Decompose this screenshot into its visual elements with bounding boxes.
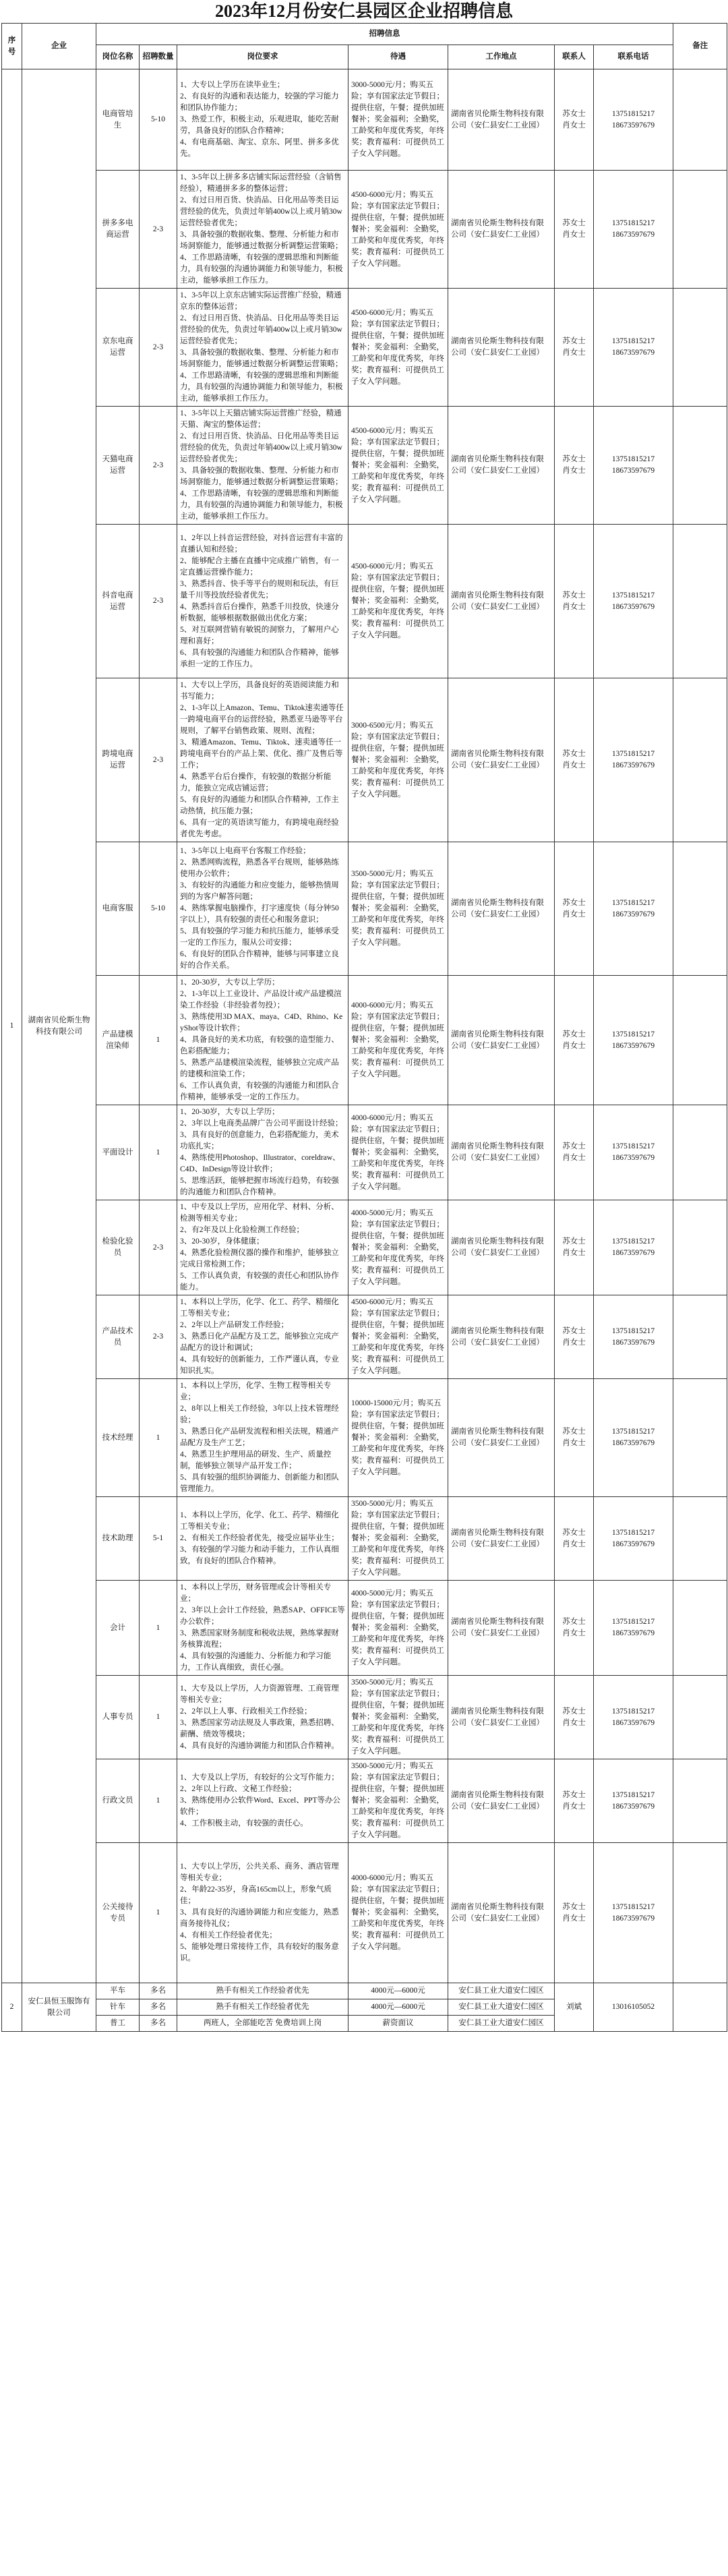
header-recruit: 招聘信息 <box>96 24 673 45</box>
table-row <box>2 1759 727 1843</box>
job-remarks <box>673 525 727 678</box>
job-phone: 13751815217 18673597679 <box>594 1759 673 1843</box>
table-row <box>2 1200 727 1295</box>
job-remarks <box>673 1581 727 1676</box>
job-requirements: 1、20-30岁，大专以上学历； 2、3年以上电商类品牌广告公司平面设计经验； 3、具有良好的创意能力，色彩搭配能力，美术功底扎实； 4、熟练使用Photoshop、Illustrator、coreldraw、C4D、InDesign等设计软件； 5、思维活跃，能够把握市场流行趋势，有较强的沟通能力和团队合作精神。 <box>177 1105 348 1200</box>
table-row <box>2 842 727 976</box>
job-count: 1 <box>140 976 177 1105</box>
job-phone: 13751815217 18673597679 <box>594 69 673 171</box>
header-requirements: 岗位要求 <box>177 45 348 69</box>
header-position: 岗位名称 <box>96 45 140 69</box>
job-pay: 4500-6000元/月；购买五险；享有国家法定节假日；提供住宿，午餐；提供加班餐补；奖金福利：全勤奖，工龄奖和年度优秀奖，年终奖；教育福利：可提供员工子女入学问题。 <box>348 1295 448 1379</box>
table-row <box>2 525 727 678</box>
job-remarks <box>673 1843 727 1983</box>
company-contact: 刘斌 <box>555 1983 594 2032</box>
job-position: 平面设计 <box>96 1105 140 1200</box>
job-location: 湖南省贝伦斯生物科技有限公司（安仁县安仁工业园） <box>448 1843 555 1983</box>
job-count: 2-3 <box>140 289 177 407</box>
job-requirements: 1、本科以上学历，化学、生物工程等相关专业； 2、8年以上相关工作经验，3年以上技术管理经验； 3、熟悉日化产品研发流程和相关法规，精通产品配方及生产工艺； 4、熟悉卫生护理用品的研发、生产、质量控制，能够独立领导产品开发工作； 5、具有较强的组织协调能力、创新能力和团队管理能力。 <box>177 1379 348 1497</box>
job-requirements: 1、大专以上学历在读毕业生； 2、有良好的沟通和表达能力，较强的学习能力和团队协作能力； 3、热爱工作，积极主动，乐观进取，能吃苦耐劳，具备良好的团队合作精神； 4、有电商基础、淘宝、京东、阿里、拼多多优先。 <box>177 69 348 171</box>
job-location: 湖南省贝伦斯生物科技有限公司（安仁县安仁工业园） <box>448 69 555 171</box>
job-position: 拼多多电商运营 <box>96 171 140 289</box>
job-position: 产品建模渲染师 <box>96 976 140 1105</box>
job-pay: 3000-6500元/月；购买五险；享有国家法定节假日；提供住宿，午餐；提供加班餐补；奖金福利：全勤奖，工龄奖和年度优秀奖，年终奖；教育福利：可提供员工子女入学问题。 <box>348 678 448 842</box>
job-count: 2-3 <box>140 171 177 289</box>
job-requirements: 1、本科以上学历，化学、化工、药学、精细化工等相关专业； 2、有相关工作经验者优先，接受应届毕业生； 3、有较强的学习能力和动手能力，工作认真细致，有良好的团队合作精神。 <box>177 1497 348 1581</box>
job-pay: 薪资面议 <box>348 2016 448 2032</box>
job-phone: 13751815217 18673597679 <box>594 678 673 842</box>
job-location: 湖南省贝伦斯生物科技有限公司（安仁县安仁工业园） <box>448 842 555 976</box>
job-count: 5-1 <box>140 1497 177 1581</box>
job-count: 1 <box>140 1379 177 1497</box>
table-body <box>2 69 727 2032</box>
job-position: 公关接待专员 <box>96 1843 140 1983</box>
job-requirements: 1、本科以上学历，财务管理或会计等相关专业； 2、3年以上会计工作经验，熟悉SAP、OFFICE等办公软件； 3、熟悉国家财务制度和税收法规，熟练掌握财务核算流程； 4、具有较强的沟通能力、分析能力和学习能力，工作认真细致，责任心强。 <box>177 1581 348 1676</box>
job-pay: 4500-6000元/月；购买五险；享有国家法定节假日；提供住宿，午餐；提供加班餐补；奖金福利：全勤奖，工龄奖和年度优秀奖，年终奖；教育福利：可提供员工子女入学问题。 <box>348 289 448 407</box>
job-pay: 3500-5000元/月；购买五险；享有国家法定节假日；提供住宿，午餐；提供加班餐补；奖金福利：全勤奖，工龄奖和年度优秀奖，年终奖；教育福利：可提供员工子女入学问题。 <box>348 842 448 976</box>
job-pay: 4000-6000元/月；购买五险；享有国家法定节假日；提供住宿，午餐；提供加班餐补；奖金福利：全勤奖，工龄奖和年度优秀奖，年终奖；教育福利：可提供员工子女入学问题。 <box>348 1105 448 1200</box>
job-phone: 13751815217 18673597679 <box>594 289 673 407</box>
job-requirements: 1、3-5年以上拼多多店铺实际运营经验（含销售经验），精通拼多多的整体运营； 2、有过日用百货、快消品、日化用品等类目运营经验的优先，负责过年销400w以上或月销30w运营经验者优先； 3、具备较强的数据收集、整理、分析能力和市场洞察能力，能够通过数据分析调整运营策略； 4、工作思路清晰，有较强的逻辑思维和判断能力，具有较强的沟通协调能力和领导能力，积极主动，能够承担工作压力。 <box>177 171 348 289</box>
job-pay: 4000-5000元/月；购买五险；享有国家法定节假日；提供住宿，午餐；提供加班餐补；奖金福利：全勤奖，工龄奖和年度优秀奖，年终奖；教育福利：可提供员工子女入学问题。 <box>348 1581 448 1676</box>
job-count: 1 <box>140 1759 177 1843</box>
job-position: 针车 <box>96 1999 140 2016</box>
job-requirements: 1、大专及以上学历，有较好的公文写作能力； 2、2年以上行政、文秘工作经验； 3、熟练使用办公软件Word、Excel、PPT等办公软件； 4、工作积极主动，有较强的责任心。 <box>177 1759 348 1843</box>
job-contact: 苏女士 肖女士 <box>555 1295 594 1379</box>
job-contact: 苏女士 肖女士 <box>555 289 594 407</box>
job-count: 5-10 <box>140 69 177 171</box>
job-contact: 苏女士 肖女士 <box>555 1843 594 1983</box>
job-remarks <box>673 1676 727 1759</box>
table-row <box>2 289 727 407</box>
job-count: 2-3 <box>140 1200 177 1295</box>
job-position: 跨境电商运营 <box>96 678 140 842</box>
job-pay: 4000-6000元/月；购买五险；享有国家法定节假日；提供住宿，午餐；提供加班餐补；奖金福利：全勤奖，工龄奖和年度优秀奖，年终奖；教育福利：可提供员工子女入学问题。 <box>348 1843 448 1983</box>
job-phone: 13751815217 18673597679 <box>594 976 673 1105</box>
job-remarks <box>673 171 727 289</box>
job-count: 多名 <box>140 1983 177 1999</box>
table-row <box>2 1843 727 1983</box>
table-row <box>2 171 727 289</box>
table-row <box>2 1581 727 1676</box>
job-requirements: 1、3-5年以上电商平台客服工作经验； 2、熟悉网购流程，熟悉各平台规则，能够熟练使用办公软件； 3、有较好的沟通能力和应变能力，能够热情周到的为客户解答问题； 4、熟练掌握电脑操作，打字速度快（每分钟50字以上），具有较强的责任心和服务意识； 5、具有较强的学习能力和抗压能力，能够承受一定的工作压力，服从公司安排； 6、有良好的团队合作精神，能够与同事建立良好的合作关系。 <box>177 842 348 976</box>
job-remarks <box>673 1497 727 1581</box>
job-phone: 13751815217 18673597679 <box>594 1497 673 1581</box>
job-phone: 13751815217 18673597679 <box>594 407 673 525</box>
header-contact: 联系人 <box>555 45 594 69</box>
job-count: 2-3 <box>140 1295 177 1379</box>
job-contact: 苏女士 肖女士 <box>555 1497 594 1581</box>
job-remarks <box>673 1200 727 1295</box>
job-phone: 13751815217 18673597679 <box>594 842 673 976</box>
job-phone: 13751815217 18673597679 <box>594 1379 673 1497</box>
job-location: 湖南省贝伦斯生物科技有限公司（安仁县安仁工业园） <box>448 1676 555 1759</box>
job-count: 2-3 <box>140 407 177 525</box>
job-location: 湖南省贝伦斯生物科技有限公司（安仁县安仁工业园） <box>448 171 555 289</box>
job-pay: 4000元—6000元 <box>348 1999 448 2016</box>
table-row <box>2 1295 727 1379</box>
job-remarks <box>673 407 727 525</box>
job-requirements: 两班人，全部能吃苦 免费培训上岗 <box>177 2016 348 2032</box>
job-contact: 苏女士 肖女士 <box>555 976 594 1105</box>
header-location: 工作地点 <box>448 45 555 69</box>
job-requirements: 1、3-5年以上京东店铺实际运营推广经验，精通京东的整体运营； 2、有过日用百货、快消品、日化用品等类目运营经验的优先，负责过年销400w以上或月销30w运营经验者优先； 3、具备较强的数据收集、整理、分析能力和市场洞察能力，能够通过数据分析调整运营策略； 4、工作思路清晰，有较强的逻辑思维和判断能力，具有较强的沟通协调能力和领导能力，积极主动，能够承担工作压力。 <box>177 289 348 407</box>
table-row <box>2 1379 727 1497</box>
job-phone: 13751815217 18673597679 <box>594 1105 673 1200</box>
job-remarks <box>673 1759 727 1843</box>
table-row <box>2 407 727 525</box>
table-row <box>2 1983 727 1999</box>
header-count: 招聘数量 <box>140 45 177 69</box>
job-count: 2-3 <box>140 678 177 842</box>
job-requirements: 1、大专及以上学历，人力资源管理、工商管理等相关专业； 2、2年以上人事、行政相关工作经验； 3、熟悉国家劳动法规及人事政策，熟悉招聘、薪酬、绩效等模块； 4、具有良好的沟通协调能力和团队合作精神。 <box>177 1676 348 1759</box>
job-phone: 13751815217 18673597679 <box>594 171 673 289</box>
job-position: 人事专员 <box>96 1676 140 1759</box>
job-remarks <box>673 678 727 842</box>
job-pay: 3500-5000元/月；购买五险；享有国家法定节假日；提供住宿，午餐；提供加班餐补；奖金福利：全勤奖，工龄奖和年度优秀奖，年终奖；教育福利：可提供员工子女入学问题。 <box>348 1497 448 1581</box>
job-requirements: 1、中专及以上学历，应用化学、材料、分析、检测等相关专业； 2、有2年及以上化验检测工作经验； 3、20-30岁，身体健康； 4、熟悉化验检测仪器的操作和维护，能够独立完成日常检测工作； 5、工作认真负责，有较强的责任心和团队协作能力。 <box>177 1200 348 1295</box>
job-position: 天猫电商运营 <box>96 407 140 525</box>
job-requirements: 1、本科以上学历，化学、化工、药学、精细化工等相关专业； 2、2年以上产品研发工作经验； 3、熟悉日化产品配方及工艺，能够独立完成产品配方的设计和调试； 4、具有较好的创新能力，工作严谨认真，专业知识扎实。 <box>177 1295 348 1379</box>
job-location: 湖南省贝伦斯生物科技有限公司（安仁县安仁工业园） <box>448 678 555 842</box>
job-count: 1 <box>140 1581 177 1676</box>
job-position: 检验化验员 <box>96 1200 140 1295</box>
job-pay: 3500-5000元/月；购买五险；享有国家法定节假日；提供住宿，午餐；提供加班餐补；奖金福利：全勤奖，工龄奖和年度优秀奖，年终奖；教育福利：可提供员工子女入学问题。 <box>348 1759 448 1843</box>
job-location: 湖南省贝伦斯生物科技有限公司（安仁县安仁工业园） <box>448 1200 555 1295</box>
recruitment-table <box>1 23 727 2032</box>
job-count: 多名 <box>140 1999 177 2016</box>
job-contact: 苏女士 肖女士 <box>555 1581 594 1676</box>
job-location: 湖南省贝伦斯生物科技有限公司（安仁县安仁工业园） <box>448 289 555 407</box>
job-contact: 苏女士 肖女士 <box>555 1105 594 1200</box>
job-location: 湖南省贝伦斯生物科技有限公司（安仁县安仁工业园） <box>448 407 555 525</box>
job-pay: 4000-5000元/月；购买五险；享有国家法定节假日；提供住宿，午餐；提供加班餐补；奖金福利：全勤奖，工龄奖和年度优秀奖，年终奖；教育福利：可提供员工子女入学问题。 <box>348 1200 448 1295</box>
job-remarks <box>673 842 727 976</box>
header-pay: 待遇 <box>348 45 448 69</box>
job-location: 湖南省贝伦斯生物科技有限公司（安仁县安仁工业园） <box>448 976 555 1105</box>
job-contact: 苏女士 肖女士 <box>555 678 594 842</box>
job-position: 会计 <box>96 1581 140 1676</box>
job-count: 1 <box>140 1105 177 1200</box>
job-pay: 10000-15000元/月；购买五险；享有国家法定节假日；提供住宿，午餐；提供加班餐补；奖金福利：全勤奖，工龄奖和年度优秀奖，年终奖；教育福利：可提供员工子女入学问题。 <box>348 1379 448 1497</box>
job-location: 湖南省贝伦斯生物科技有限公司（安仁县安仁工业园） <box>448 1105 555 1200</box>
job-contact: 苏女士 肖女士 <box>555 407 594 525</box>
company-no: 2 <box>2 1983 22 2032</box>
job-position: 产品技术员 <box>96 1295 140 1379</box>
job-contact: 苏女士 肖女士 <box>555 525 594 678</box>
table-row <box>2 69 727 171</box>
job-phone: 13751815217 18673597679 <box>594 1843 673 1983</box>
company-no: 1 <box>2 69 22 1983</box>
job-location: 湖南省贝伦斯生物科技有限公司（安仁县安仁工业园） <box>448 1295 555 1379</box>
job-contact: 苏女士 肖女士 <box>555 842 594 976</box>
job-pay: 4500-6000元/月；购买五险；享有国家法定节假日；提供住宿，午餐；提供加班餐补；奖金福利：全勤奖，工龄奖和年度优秀奖，年终奖；教育福利：可提供员工子女入学问题。 <box>348 407 448 525</box>
job-count: 多名 <box>140 2016 177 2032</box>
job-position: 电商管培生 <box>96 69 140 171</box>
page-title: 2023年12月份安仁县园区企业招聘信息 <box>214 1 513 21</box>
company-remarks <box>673 1983 727 2032</box>
job-location: 湖南省贝伦斯生物科技有限公司（安仁县安仁工业园） <box>448 1497 555 1581</box>
job-contact: 苏女士 肖女士 <box>555 1379 594 1497</box>
job-requirements: 1、大专以上学历，公共关系、商务、酒店管理等相关专业； 2、年龄22-35岁，身高165cm以上，形象气质佳； 3、具有良好的沟通协调能力和应变能力，熟悉商务接待礼仪； 4、有相关工作经验者优先； 5、能够处理日常接待工作，具有较好的服务意识。 <box>177 1843 348 1983</box>
job-position: 京东电商运营 <box>96 289 140 407</box>
job-pay: 3500-5000元/月；购买五险；享有国家法定节假日；提供住宿，午餐；提供加班餐补；奖金福利：全勤奖，工龄奖和年度优秀奖，年终奖；教育福利：可提供员工子女入学问题。 <box>348 1676 448 1759</box>
job-count: 1 <box>140 1843 177 1983</box>
header-remarks: 备注 <box>673 24 727 69</box>
job-phone: 13751815217 18673597679 <box>594 1295 673 1379</box>
company-name: 湖南省贝伦斯生物科技有限公司 <box>22 69 96 1983</box>
job-position: 平车 <box>96 1983 140 1999</box>
job-phone: 13751815217 18673597679 <box>594 1200 673 1295</box>
company-phone: 13016105052 <box>594 1983 673 2032</box>
job-position: 抖音电商运营 <box>96 525 140 678</box>
job-location: 湖南省贝伦斯生物科技有限公司（安仁县安仁工业园） <box>448 1379 555 1497</box>
job-remarks <box>673 976 727 1105</box>
job-remarks <box>673 1295 727 1379</box>
job-contact: 苏女士 肖女士 <box>555 1200 594 1295</box>
job-remarks <box>673 69 727 171</box>
header-company: 企业 <box>22 24 96 69</box>
job-requirements: 1、2年以上抖音运营经验，对抖音运营有丰富的直播认知和经验； 2、能够配合主播在直播中完成推广销售，有一定直播运营操作能力； 3、熟悉抖音、快手等平台的规则和玩法，有巨量千川等投放经验者优先； 4、熟悉抖音后台操作，熟悉千川投放，快速分析数据，能够根据数据做出优化方案； 5、对互联网营销有敏锐的洞察力，了解用户心理和喜好； 6、具有较强的沟通能力和团队合作精神，能够承担一定的工作压力。 <box>177 525 348 678</box>
job-contact: 苏女士 肖女士 <box>555 171 594 289</box>
job-pay: 3000-5000元/月；购买五险；享有国家法定节假日；提供住宿，午餐；提供加班餐补；奖金福利；全勤奖，工龄奖和年度优秀奖，年终奖；教育福利：可提供员工子女入学问题。 <box>348 69 448 171</box>
job-requirements: 1、20-30岁，大专以上学历； 2、1-3年以上工业设计、产品设计或产品建模渲染工作经验（非经验者勿投）； 3、熟练使用3D MAX、maya、C4D、Rhino、KeyShot等设计软件； 4、具备良好的美术功底，有较强的造型能力、色彩搭配能力； 5、熟悉产品建模渲染流程，能够独立完成产品的建模和渲染工作； 6、工作认真负责，有较强的沟通能力和团队合作精神，能够承受一定的工作压力。 <box>177 976 348 1105</box>
job-remarks <box>673 1105 727 1200</box>
table-row <box>2 678 727 842</box>
header-no: 序号 <box>2 24 22 69</box>
job-requirements: 熟手有相关工作经验者优先 <box>177 1983 348 1999</box>
job-position: 技术经理 <box>96 1379 140 1497</box>
job-phone: 13751815217 18673597679 <box>594 1581 673 1676</box>
job-requirements: 1、3-5年以上天猫店铺实际运营推广经验，精通天猫、淘宝的整体运营； 2、有过日用百货、快消品、日化用品等类目运营经验的优先，负责过年销400w以上或月销30w运营经验者优先； 3、具备较强的数据收集、整理、分析能力和市场洞察能力，能够通过数据分析调整运营策略； 4、工作思路清晰，有较强的逻辑思维和判断能力，具有较强的沟通协调能力和领导能力，积极主动，能够承担工作压力。 <box>177 407 348 525</box>
job-location: 湖南省贝伦斯生物科技有限公司（安仁县安仁工业园） <box>448 1581 555 1676</box>
table-row <box>2 1105 727 1200</box>
job-count: 2-3 <box>140 525 177 678</box>
job-phone: 13751815217 18673597679 <box>594 525 673 678</box>
job-pay: 4500-6000元/月；购买五险；享有国家法定节假日；提供住宿，午餐；提供加班餐补；奖金福利：全勤奖，工龄奖和年度优秀奖，年终奖；教育福利：可提供员工子女入学问题。 <box>348 525 448 678</box>
job-position: 普工 <box>96 2016 140 2032</box>
job-position: 技术助理 <box>96 1497 140 1581</box>
job-pay: 4000元—6000元 <box>348 1983 448 1999</box>
job-remarks <box>673 1379 727 1497</box>
job-contact: 苏女士 肖女士 <box>555 69 594 171</box>
job-requirements: 熟手有相关工作经验者优先 <box>177 1999 348 2016</box>
job-contact: 苏女士 肖女士 <box>555 1759 594 1843</box>
table-row <box>2 1497 727 1581</box>
table-row <box>2 1676 727 1759</box>
job-phone: 13751815217 18673597679 <box>594 1676 673 1759</box>
job-count: 5-10 <box>140 842 177 976</box>
job-location: 安仁县工业大道安仁园区 <box>448 2016 555 2032</box>
job-contact: 苏女士 肖女士 <box>555 1676 594 1759</box>
header-phone: 联系电话 <box>594 45 673 69</box>
job-pay: 4500-6000元/月；购买五险；享有国家法定节假日；提供住宿，午餐；提供加班餐补；奖金福利：全勤奖，工龄奖和年度优秀奖，年终奖；教育福利：可提供员工子女入学问题。 <box>348 171 448 289</box>
job-location: 湖南省贝伦斯生物科技有限公司（安仁县安仁工业园） <box>448 1759 555 1843</box>
table-row <box>2 976 727 1105</box>
job-position: 行政文员 <box>96 1759 140 1843</box>
job-location: 安仁县工业大道安仁园区 <box>448 1983 555 1999</box>
job-requirements: 1、大专以上学历，具备良好的英语阅读能力和书写能力； 2、1-3年以上Amazon、Temu、Tiktok速卖通等任一跨境电商平台的运营经验，熟悉亚马逊等平台规则，了解平台销售政策、规则、流程； 3、精通Amazon、Temu、Tiktok、速卖通等任一跨境电商平台的产品上架、优化、推广及售后等工作； 4、熟悉平台后台操作，有较强的数据分析能力，能独立完成店铺运营； 5、有良好的沟通能力和团队合作精神，工作主动热情，抗压能力强； 6、具有一定的英语读写能力，有跨境电商经验者优先考虑。 <box>177 678 348 842</box>
job-location: 安仁县工业大道安仁园区 <box>448 1999 555 2016</box>
job-pay: 4000-6000元/月；购买五险；享有国家法定节假日；提供住宿，午餐；提供加班餐补；奖金福利：全勤奖，工龄奖和年度优秀奖，年终奖；教育福利：可提供员工子女入学问题。 <box>348 976 448 1105</box>
company-name: 安仁县恒玉服饰有限公司 <box>22 1983 96 2032</box>
job-location: 湖南省贝伦斯生物科技有限公司（安仁县安仁工业园） <box>448 525 555 678</box>
job-count: 1 <box>140 1676 177 1759</box>
job-remarks <box>673 289 727 407</box>
job-position: 电商客服 <box>96 842 140 976</box>
